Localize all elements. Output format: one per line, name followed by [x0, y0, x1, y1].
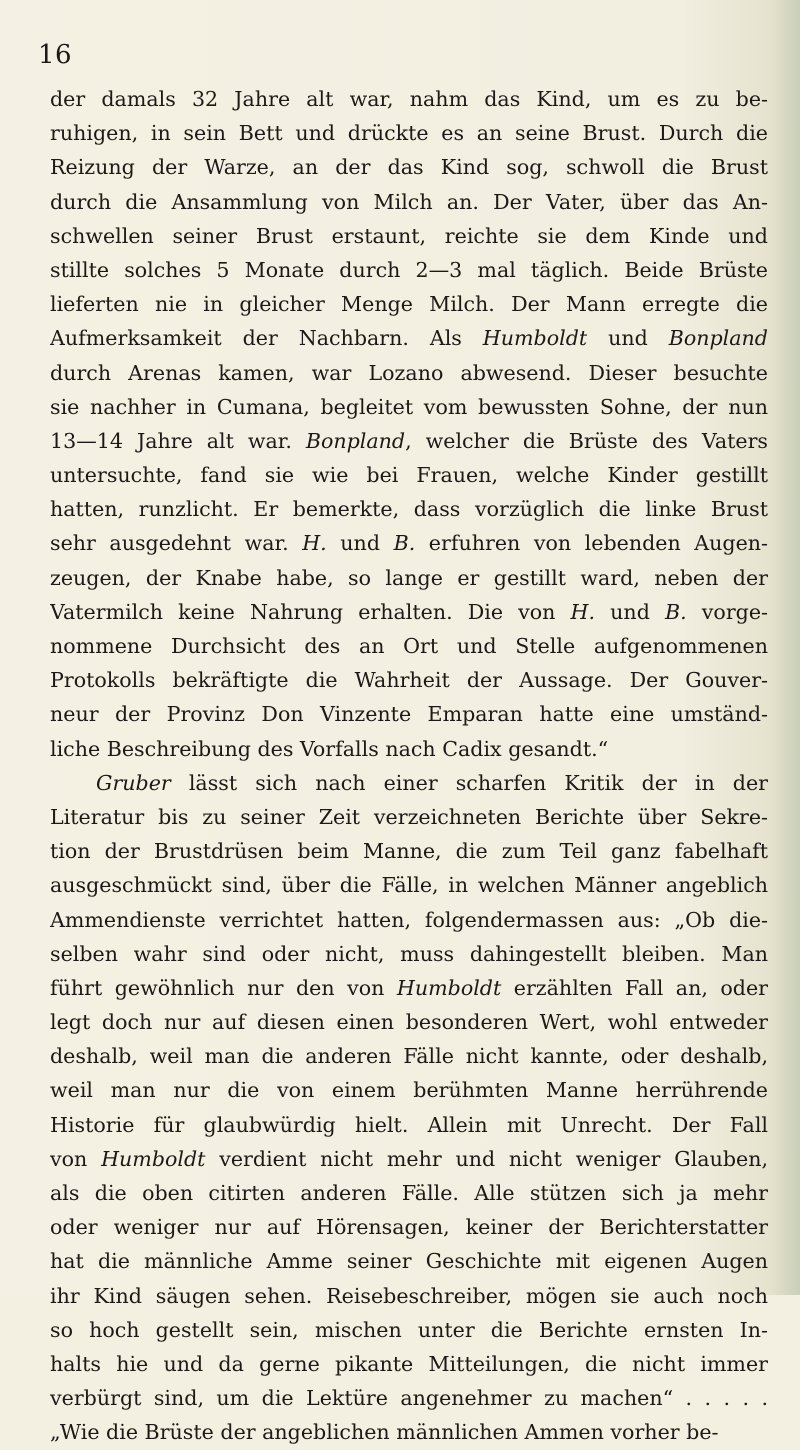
text-run: neur der Provinz Don Vinzente Emparan hatte eine umständ-: [50, 702, 768, 727]
text-run: erfuhren von lebenden Augen-: [415, 531, 768, 556]
text-run: lässt sich nach einer scharfen Kritik der in der: [170, 770, 768, 795]
text-line: [50, 1005, 768, 1039]
text-line: [50, 1244, 768, 1278]
italic-name: Humboldt: [101, 1146, 206, 1171]
text-line: [50, 458, 768, 492]
text-line: [50, 526, 768, 560]
text-run: hatten, runzlicht. Er bemerkte, dass vorzüglich die linke Brust: [50, 497, 768, 522]
text-run: hat die männliche Amme seiner Geschichte mit eigenen Augen: [50, 1249, 768, 1274]
text-line: [50, 287, 768, 321]
italic-name: B.: [665, 599, 687, 624]
text-run: zeugen, der Knabe habe, so lange er gestillt ward, neben der: [50, 565, 768, 590]
text-run: und: [587, 326, 669, 351]
italic-name: Humboldt: [396, 975, 502, 1000]
text-run: durch Arenas kamen, war Lozano abwesend. Dieser besuchte: [50, 360, 768, 385]
text-run: und: [326, 531, 394, 556]
text-line: [50, 82, 768, 116]
text-line: [50, 971, 768, 1005]
text-run: , welcher die Brüste des Vaters: [405, 428, 768, 453]
text-line: [50, 356, 768, 390]
text-run: untersuchte, fand sie wie bei Frauen, welche Kinder gestillt: [50, 463, 768, 488]
body-text: [50, 82, 768, 1450]
text-line: [50, 1142, 768, 1176]
text-line: [50, 732, 768, 766]
italic-name: Gruber: [96, 770, 171, 795]
text-line: [50, 766, 768, 800]
text-run: ruhigen, in sein Bett und drückte es an seine Brust. Durch die: [50, 121, 768, 146]
text-line: [50, 185, 768, 219]
text-run: Literatur bis zu seiner Zeit verzeichneten Berichte über Sekre-: [50, 804, 768, 829]
italic-name: H.: [570, 599, 596, 624]
text-line: [50, 903, 768, 937]
text-line: [50, 1108, 768, 1142]
text-run: erzählten Fall an, oder: [501, 975, 768, 1000]
text-run: ihr Kind säugen sehen. Reisebeschreiber, mögen sie auch noch: [50, 1283, 768, 1308]
text-line: [50, 937, 768, 971]
text-line: [50, 1176, 768, 1210]
text-run: vorge-: [686, 599, 768, 624]
text-run: Historie für glaubwürdig hielt. Allein mit Unrecht. Der Fall: [50, 1112, 768, 1137]
text-run: Reizung der Warze, an der das Kind sog, schwoll die Brust: [50, 155, 768, 180]
text-run: weil man nur die von einem berühmten Manne herrührende: [50, 1078, 768, 1103]
text-line: [50, 390, 768, 424]
text-line: [50, 1210, 768, 1244]
text-line: [50, 697, 768, 731]
text-line: [50, 1039, 768, 1073]
text-line: [50, 629, 768, 663]
text-run: als die oben citirten anderen Fälle. Alle stützen sich ja mehr: [50, 1181, 768, 1205]
text-run: 13—14 Jahre alt war.: [50, 428, 306, 453]
text-run: Protokolls bekräftigte die Wahrheit der Aussage. Der Gouver-: [50, 668, 768, 693]
text-run: tion der Brustdrüsen beim Manne, die zum Teil ganz fabelhaft: [50, 839, 768, 864]
italic-name: Bonpland: [668, 326, 768, 351]
text-run: verbürgt sind, um die Lektüre angenehmer zu machen“ . . . . .: [50, 1386, 768, 1411]
text-line: [50, 1381, 768, 1415]
text-line: [50, 868, 768, 902]
text-line: [50, 561, 768, 595]
text-run: halts hie und da gerne pikante Mitteilungen, die nicht immer: [50, 1351, 768, 1376]
italic-name: Bonpland: [305, 428, 406, 453]
text-line: [50, 663, 768, 697]
text-run: stillte solches 5 Monate durch 2—3 mal täglich. Beide Brüste: [50, 257, 768, 282]
text-line: [50, 219, 768, 253]
text-run: sehr ausgedehnt war.: [50, 531, 303, 556]
text-line: [50, 253, 768, 287]
text-run: selben wahr sind oder nicht, muss dahingestellt bleiben. Man: [50, 941, 768, 966]
italic-name: Humboldt: [482, 326, 588, 351]
text-run: ausgeschmückt sind, über die Fälle, in welchen Männer angeblich: [50, 873, 768, 898]
text-run: Aufmerksamkeit der Nachbarn. Als: [50, 326, 483, 351]
italic-name: H.: [302, 531, 327, 556]
text-line: [50, 800, 768, 834]
text-run: Ammendienste verrichtet hatten, folgendermassen aus: „Ob die-: [50, 907, 768, 932]
text-line: [50, 1415, 768, 1449]
text-line: [50, 116, 768, 150]
text-run: so hoch gestellt sein, mischen unter die Berichte ernsten In-: [50, 1317, 768, 1342]
text-run: legt doch nur auf diesen einen besonderen Wert, wohl entweder: [50, 1010, 768, 1035]
text-run: nommene Durchsicht des an Ort und Stelle aufgenommenen: [50, 634, 768, 658]
text-run: durch die Ansammlung von Milch an. Der Vater, über das An-: [50, 189, 768, 214]
text-run: führt gewöhnlich nur den von: [50, 975, 397, 1000]
text-line: [50, 1347, 768, 1381]
italic-name: B.: [393, 531, 416, 556]
text-line: [50, 1073, 768, 1107]
text-line: [50, 1279, 768, 1313]
text-run: „Wie die Brüste der angeblichen männlichen Ammen vorher be-: [50, 1420, 719, 1445]
text-run: deshalb, weil man die anderen Fälle nicht kannte, oder deshalb,: [50, 1044, 768, 1069]
text-line: [50, 424, 768, 458]
text-run: Vatermilch keine Nahrung erhalten. Die von: [50, 599, 571, 624]
text-run: lieferten nie in gleicher Menge Milch. Der Mann erregte die: [50, 292, 768, 317]
text-run: sie nachher in Cumana, begleitet vom bewussten Sohne, der nun: [50, 394, 768, 419]
text-run: und: [595, 599, 665, 624]
page-number: 16: [38, 40, 73, 70]
text-line: [50, 595, 768, 629]
text-line: [50, 321, 768, 355]
text-run: verdient nicht mehr und nicht weniger Glauben,: [205, 1146, 768, 1171]
text-line: [50, 1313, 768, 1347]
text-run: oder weniger nur auf Hörensagen, keiner der Berichterstatter: [50, 1215, 768, 1240]
text-line: [50, 150, 768, 184]
text-run: liche Beschreibung des Vorfalls nach Cadix gesandt.“: [50, 736, 609, 761]
text-line: [50, 834, 768, 868]
text-run: schwellen seiner Brust erstaunt, reichte sie dem Kinde und: [50, 223, 768, 248]
text-run: der damals 32 Jahre alt war, nahm das Kind, um es zu be-: [50, 87, 768, 111]
text-line: [50, 492, 768, 526]
text-run: von: [50, 1146, 102, 1171]
